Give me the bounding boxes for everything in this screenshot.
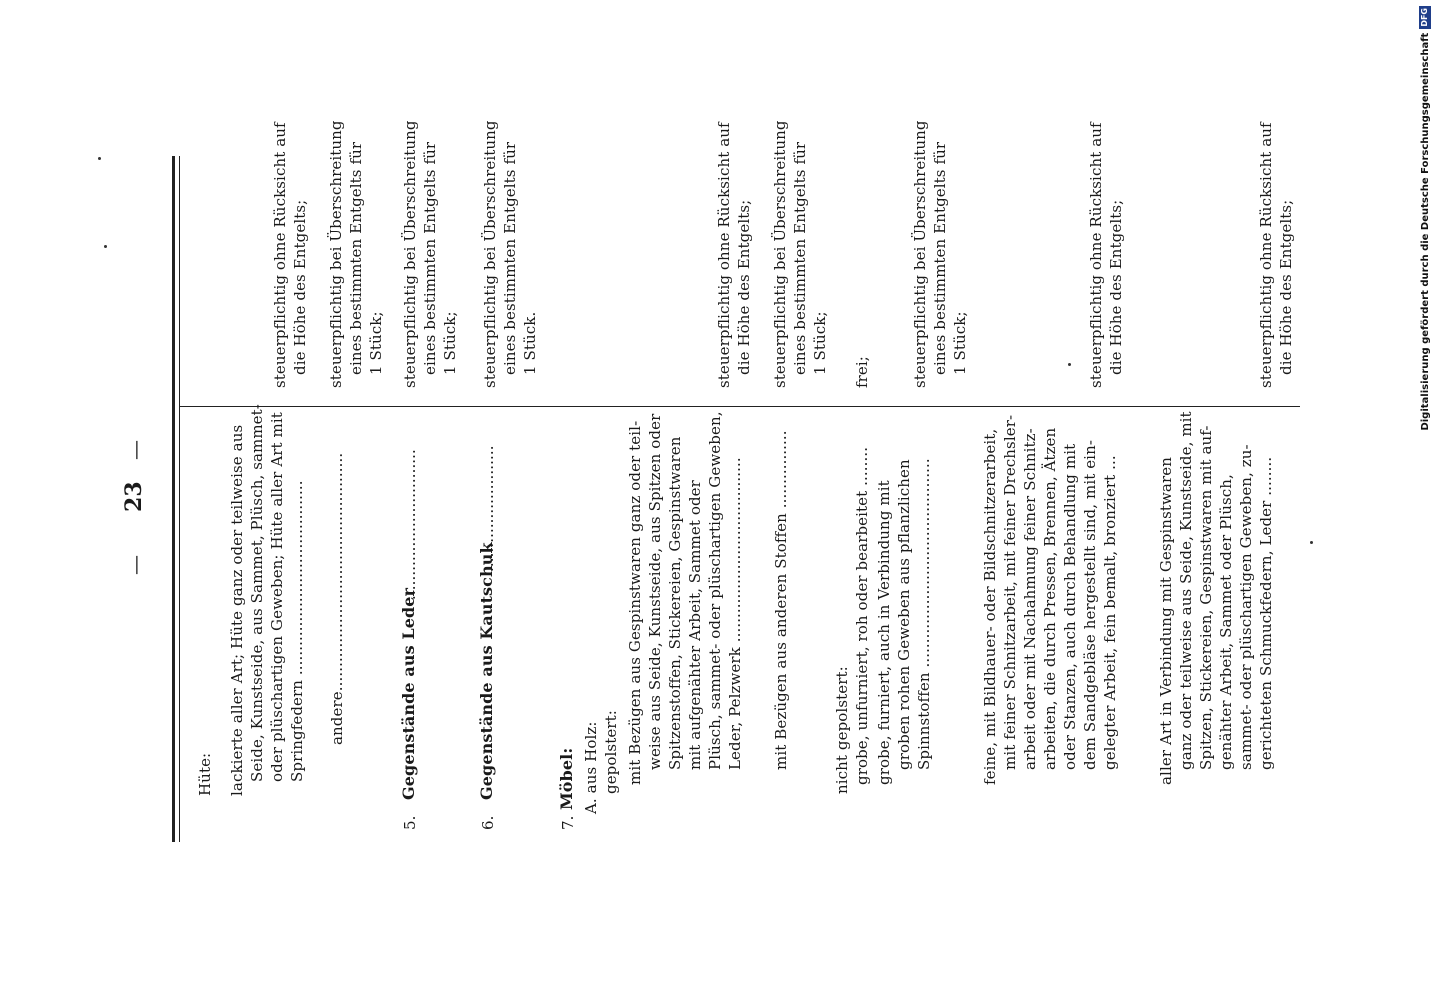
- huete-andere: andere.................................................: [328, 452, 346, 745]
- page-number-dash-right: —: [123, 439, 147, 460]
- aller-art-line-6: gerichteten Schmuckfedern, Leder ........: [1257, 456, 1275, 770]
- feine-line-7: gelegter Arbeit, fein bemalt, bronziert ...: [1101, 455, 1119, 770]
- item7-number: 7.: [559, 815, 577, 830]
- result-item5-line-3: 1 Stück;: [441, 311, 459, 375]
- gepolstert-bezuegen-line-5: Plüsch, sammet- oder plüschartigen Geweben,: [706, 411, 724, 770]
- result-feine-line-1: steuerpflichtig ohne Rücksicht auf: [1087, 122, 1105, 388]
- gepolstert-bezuegen-line-2: weise aus Seide, Kunstseide, aus Spitzen oder: [646, 413, 664, 770]
- gepolstert-heading: gepolstert:: [602, 710, 620, 794]
- result-huete-lackierte-line-2: die Höhe des Entgelts;: [291, 199, 309, 375]
- item6-dots: ..........................: [479, 445, 497, 572]
- result-aller-art-line-2: die Höhe des Entgelts;: [1277, 199, 1295, 375]
- gepolstert-bezuegen-line-1: mit Bezügen aus Gespinstwaren ganz oder teil-: [626, 420, 644, 785]
- result-item6-line-1: steuerpflichtig bei Überschreitung: [481, 120, 499, 388]
- result-huete-lackierte-line-1: steuerpflichtig ohne Rücksicht auf: [271, 122, 289, 388]
- page-frame-rule: [172, 156, 175, 842]
- feine-line-4: arbeiten, die durch Pressen, Brennen, Ätzen: [1041, 427, 1059, 770]
- item5-number: 5.: [401, 815, 419, 830]
- grobe-furniert-line-2: groben rohen Geweben aus pflanzlichen: [895, 459, 913, 770]
- scan-speck: [104, 245, 107, 248]
- aller-art-line-4: genähter Arbeit, Sammet oder Plüsch,: [1217, 474, 1235, 770]
- result-gepolstert-bezuegen-line-2: die Höhe des Entgelts;: [735, 199, 753, 375]
- huete-lackierte-line-2: Seide, Kunstseide, aus Sammet, Plüsch, sammet-: [248, 404, 266, 782]
- feine-line-5: oder Stanzen, auch durch Behandlung mit: [1061, 443, 1079, 770]
- nicht-gepolstert-heading: nicht gepolstert:: [833, 666, 851, 794]
- grobe-furniert-line-3: Spinnstoffen ...........................................: [915, 458, 933, 770]
- dfg-logo: DFG: [1420, 8, 1429, 27]
- result-huete-andere-line-1: steuerpflichtig bei Überschreitung: [327, 120, 345, 388]
- result-grobe-unfurniert: frei;: [853, 356, 871, 388]
- gepolstert-bezuegen-line-3: Spitzenstoffen, Stickereien, Gespinstwaren: [666, 436, 684, 770]
- result-gepolstert-anderen-line-2: eines bestimmten Entgelts für: [791, 141, 809, 375]
- result-feine-line-2: die Höhe des Entgelts;: [1107, 199, 1125, 375]
- scan-speck: [98, 157, 101, 160]
- result-item6-line-3: 1 Stück.: [521, 311, 539, 375]
- feine-line-6: dem Sandgebläse hergestellt sind, mit ein-: [1081, 439, 1099, 770]
- result-grobe-furniert-line-2: eines bestimmten Entgelts für: [931, 141, 949, 375]
- gepolstert-anderen: mit Bezügen aus anderen Stoffen ................: [772, 430, 790, 770]
- item6-number: 6.: [479, 815, 497, 830]
- dfg-credit: [1418, 6, 1432, 431]
- result-aller-art-line-1: steuerpflichtig ohne Rücksicht auf: [1257, 122, 1275, 388]
- result-grobe-furniert-line-3: 1 Stück;: [951, 311, 969, 375]
- item5-label: Gegenstände aus Leder: [399, 587, 418, 800]
- result-grobe-furniert-line-1: steuerpflichtig bei Überschreitung: [911, 120, 929, 388]
- feine-line-3: arbeit oder mit Nachahmung feiner Schnitz-: [1021, 428, 1039, 770]
- item6-label: Gegenstände aus Kautschuk: [477, 542, 496, 800]
- item7-label: Möbel:: [557, 747, 576, 810]
- result-huete-andere-line-2: eines bestimmten Entgelts für: [347, 141, 365, 375]
- aller-art-line-1: aller Art in Verbindung mit Gespinstwaren: [1157, 457, 1175, 785]
- column-divider: [180, 406, 1300, 407]
- huete-heading: Hüte:: [196, 752, 214, 796]
- result-gepolstert-bezuegen-line-1: steuerpflichtig ohne Rücksicht auf: [715, 122, 733, 388]
- huete-lackierte-line-3: oder plüschartigen Geweben; Hüte aller Art mit: [268, 412, 286, 782]
- scan-speck: [1068, 363, 1071, 366]
- result-gepolstert-anderen-line-3: 1 Stück;: [811, 311, 829, 375]
- page-number: 23: [121, 481, 147, 512]
- gepolstert-bezuegen-line-4: mit aufgenähter Arbeit, Sammet oder: [686, 480, 704, 770]
- gepolstert-bezuegen-line-6: Leder, Pelzwerk ......................................: [726, 457, 744, 770]
- scan-speck: [1310, 541, 1313, 544]
- result-item5-line-2: eines bestimmten Entgelts für: [421, 141, 439, 375]
- result-item5-line-1: steuerpflichtig bei Überschreitung: [401, 120, 419, 388]
- aller-art-line-5: sammet- oder plüschartigen Geweben, zu-: [1237, 444, 1255, 770]
- item5-dots: ...............................: [401, 449, 419, 600]
- feine-line-1: feine, mit Bildhauer- oder Bildschnitzerarbeit,: [981, 428, 999, 785]
- huete-lackierte-line-4: Springfedern ........................................: [288, 480, 306, 782]
- result-gepolstert-anderen-line-1: steuerpflichtig bei Überschreitung: [771, 120, 789, 388]
- feine-line-2: mit feiner Schnitzarbeit, mit feiner Drechsler-: [1001, 414, 1019, 770]
- huete-lackierte-line-1: lackierte aller Art; Hüte ganz oder teilweise aus: [228, 424, 246, 796]
- result-huete-andere-line-3: 1 Stück;: [367, 311, 385, 375]
- aller-art-line-2: ganz oder teilweise aus Seide, Kunstseide, mit: [1177, 411, 1195, 770]
- grobe-unfurniert: grobe, unfurniert, roh oder bearbeitet ........: [853, 446, 871, 785]
- page-number-dash-left: —: [123, 554, 147, 575]
- grobe-furniert-line-1: grobe, furniert, auch in Verbindung mit: [875, 480, 893, 785]
- page-frame-rule-thin: [179, 156, 180, 842]
- item7a-heading: A. aus Holz:: [582, 721, 600, 814]
- result-item6-line-2: eines bestimmten Entgelts für: [501, 141, 519, 375]
- dfg-credit-text: Digitalisierung gefördert durch die Deutsche Forschungsgemeinschaft: [1419, 32, 1431, 431]
- aller-art-line-3: Spitzen, Stickereien, Gespinstwaren mit auf-: [1197, 425, 1215, 770]
